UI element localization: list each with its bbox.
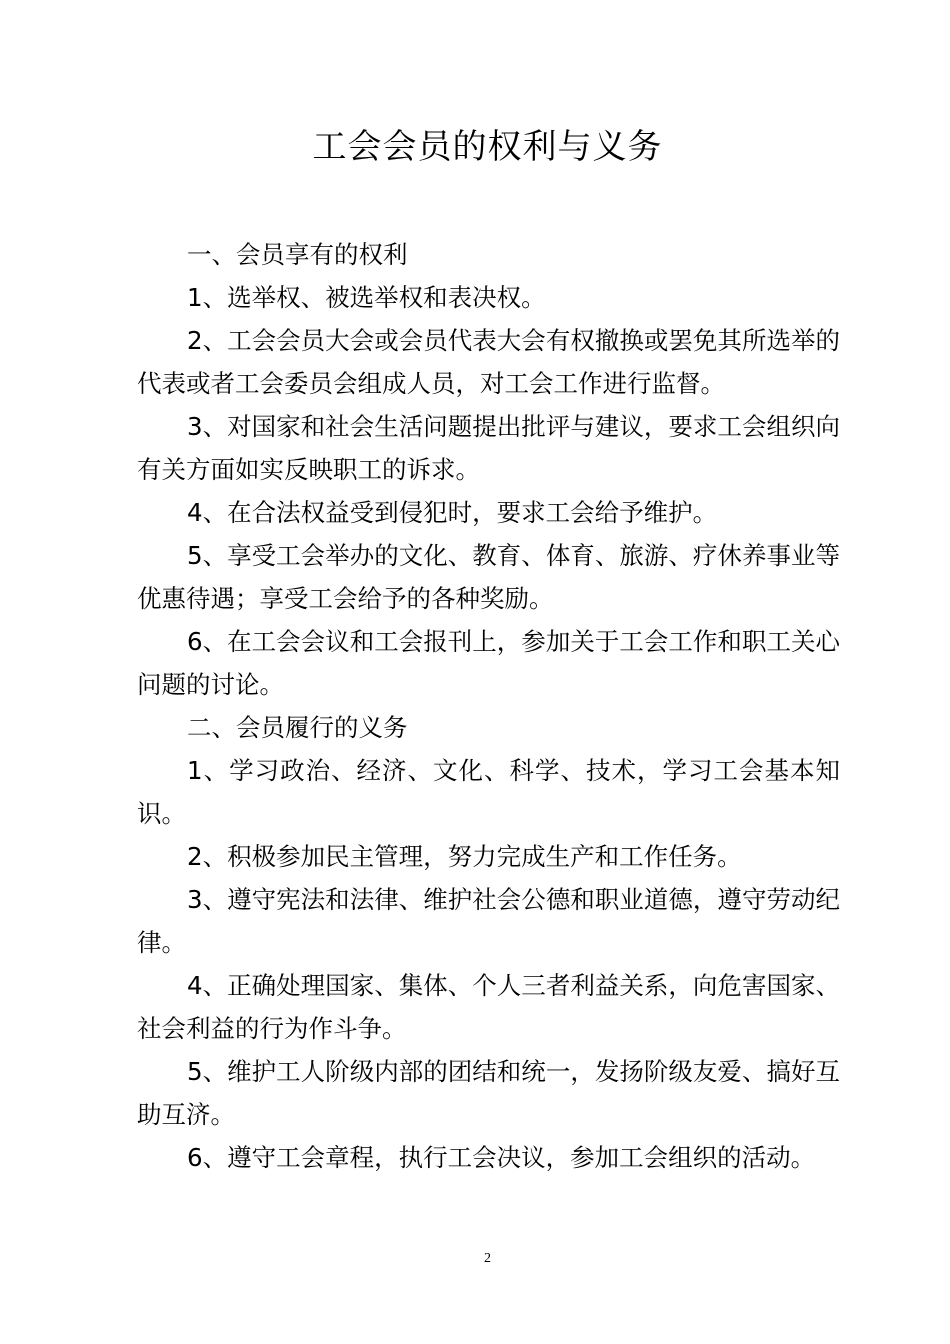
section-heading-duties: 二、会员履行的义务 [187, 713, 408, 742]
duties-item-3: 3、遵守宪法和法律、维护社会公德和职业道德，遵守劳动纪律。 [137, 885, 840, 957]
duties-item-6: 6、遵守工会章程，执行工会决议，参加工会组织的活动。 [187, 1143, 816, 1172]
page-number: 2 [484, 1251, 491, 1266]
rights-item-3: 3、对国家和社会生活问题提出批评与建议，要求工会组织向有关方面如实反映职工的诉求。 [137, 412, 840, 484]
rights-item-2: 2、工会会员大会或会员代表大会有权撤换或罢免其所选举的代表或者工会委员会组成人员，对工会工作进行监督。 [137, 326, 840, 398]
duties-item-5: 5、维护工人阶级内部的团结和统一，发扬阶级友爱、搞好互助互济。 [137, 1057, 840, 1129]
document-body [137, 233, 840, 1179]
rights-item-5: 5、享受工会举办的文化、教育、体育、旅游、疗休养事业等优惠待遇；享受工会给予的各种奖励。 [137, 541, 840, 613]
document-title: 工会会员的权利与义务 [312, 127, 663, 167]
rights-item-1: 1、选举权、被选举权和表决权。 [187, 283, 546, 312]
duties-item-2: 2、积极参加民主管理，努力完成生产和工作任务。 [187, 842, 742, 871]
duties-item-1: 1、学习政治、经济、文化、科学、技术，学习工会基本知识。 [137, 756, 840, 828]
section-heading-rights: 一、会员享有的权利 [187, 240, 408, 269]
rights-item-4: 4、在合法权益受到侵犯时，要求工会给予维护。 [187, 498, 718, 527]
duties-item-4: 4、正确处理国家、集体、个人三者利益关系，向危害国家、社会利益的行为作斗争。 [137, 971, 840, 1043]
rights-item-6: 6、在工会会议和工会报刊上，参加关于工会工作和职工关心问题的讨论。 [137, 627, 840, 699]
